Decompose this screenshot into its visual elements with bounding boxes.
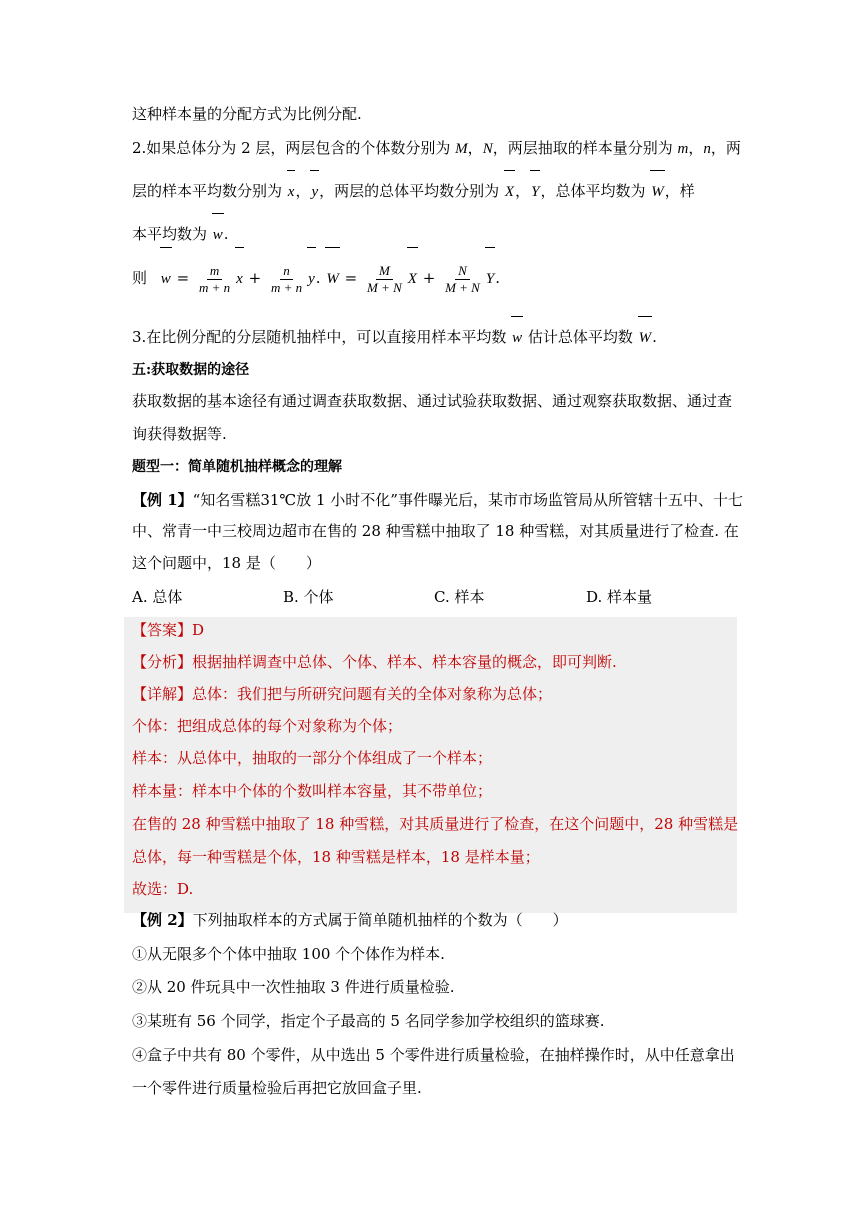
- answer-line: 【答案】D: [132, 621, 205, 639]
- text-line: 3.在比例分配的分层随机抽样中，可以直接用样本平均数 w 估计总体平均数 W.: [132, 328, 657, 346]
- fraction: $\frac{m}{m + n}$: [198, 262, 231, 295]
- option-a: A. 总体: [132, 588, 183, 606]
- text-line: ③某班有 56 个同学，指定个子最高的 5 名同学参加学校组织的篮球赛.: [132, 1012, 605, 1030]
- detail-line: 样本：从总体中，抽取的一部分个体组成了一个样本；: [132, 749, 493, 767]
- option-b: B. 个体: [283, 588, 334, 606]
- Y-bar: Y: [531, 184, 540, 200]
- detail-line: 总体，每一种雪糕是个体，18 种雪糕是样本，18 是样本量；: [132, 848, 540, 866]
- text-line: ②从 20 件玩具中一次性抽取 3 件进行质量检验.: [132, 978, 455, 996]
- x-bar: x: [287, 184, 295, 200]
- section-heading: 五:获取数据的途径: [132, 362, 250, 378]
- example-label: 【例 2】: [132, 911, 193, 929]
- detail-line: 样本量：样本中个体的个数叫样本容量，其不带单位；: [132, 782, 493, 800]
- text-line: 2.如果总体分为 2 层，两层包含的个体数分别为 M，N，两层抽取的样本量分别为 m，n，两: [132, 139, 741, 157]
- fraction: $\frac{M}{M + N}$: [366, 262, 402, 295]
- y-bar: y: [311, 184, 319, 200]
- text-line: 中、常青一中三校周边超市在售的 28 种雪糕中抽取了 18 种雪糕，对其质量进行了检查. 在: [132, 522, 739, 540]
- detail-line: 个体：把组成总体的每个对象称为个体；: [132, 717, 403, 735]
- text-line: 这种样本量的分配方式为比例分配.: [132, 105, 362, 123]
- text-line: 这个问题中，18 是（ ）: [132, 554, 321, 572]
- detail-line: 【详解】总体：我们把与所研究问题有关的全体对象称为总体；: [132, 685, 553, 703]
- detail-line: 故选：D.: [132, 880, 194, 898]
- fraction: $\frac{N}{M + N}$: [445, 262, 480, 295]
- example-2-line: 【例 2】下列抽取样本的方式属于简单随机抽样的个数为（ ）: [132, 911, 568, 929]
- question-type-heading: 题型一：简单随机抽样概念的理解: [132, 459, 342, 475]
- text-line: 一个零件进行质量检验后再把它放回盒子里.: [132, 1079, 422, 1097]
- text-line: 获取数据的基本途径有通过调查获取数据、通过试验获取数据、通过观察获取数据、通过查: [132, 392, 733, 410]
- w-bar: w: [212, 227, 223, 243]
- fraction: $\frac{n}{m + n}$: [270, 262, 303, 295]
- W-bar: W: [651, 184, 664, 200]
- text-line: 本平均数为 w.: [132, 225, 229, 243]
- option-d: D. 样本量: [586, 588, 653, 606]
- text-line: ④盒子中共有 80 个零件，从中选出 5 个零件进行质量检验，在抽样操作时，从中任意拿出: [132, 1046, 735, 1064]
- example-label: 【例 1】: [132, 491, 193, 509]
- text-line: 层的样本平均数分别为 x，y，两层的总体平均数分别为 X，Y，总体平均数为 W，样: [132, 182, 695, 200]
- formula-line: 则 w = $\frac{m}{m + n}$ x + $\frac{n}{m + n}$ y. W = $\frac{M}{M + N}$ X + $\frac{N}{M + N}$ Y.: [132, 258, 500, 298]
- X-bar: X: [504, 184, 515, 200]
- detail-line: 在售的 28 种雪糕中抽取了 18 种雪糕，对其质量进行了检查，在这个问题中，28 种雪糕是: [132, 815, 739, 833]
- text-line: 询获得数据等.: [132, 425, 227, 443]
- text-line: ①从无限多个个体中抽取 100 个个体作为样本.: [132, 945, 445, 963]
- example-1-line: 【例 1】“知名雪糕31℃放 1 小时不化”事件曝光后，某市市场监管局从所管辖十五中、十七: [132, 491, 743, 509]
- option-c: C. 样本: [434, 588, 485, 606]
- analysis-line: 【分析】根据抽样调查中总体、个体、样本、样本容量的概念，即可判断.: [132, 653, 617, 671]
